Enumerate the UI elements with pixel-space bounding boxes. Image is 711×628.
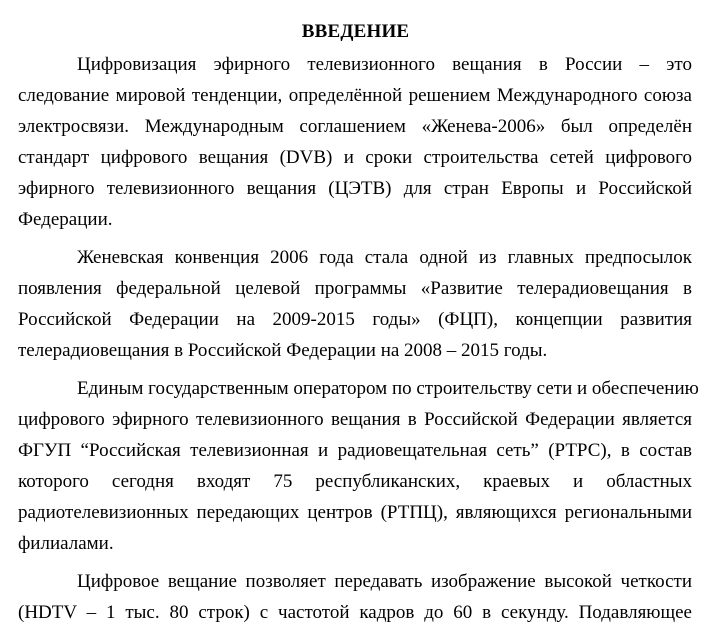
paragraph-1-line-4: стандарт цифрового вещания (DVB) и сроки строительства сетей цифрового xyxy=(18,147,692,168)
paragraph-2-line-1: Женевская конвенция 2006 года стала одной из главных предпосылок xyxy=(77,247,692,268)
paragraph-1-line-1: Цифровизация эфирного телевизионного вещания в России – это xyxy=(77,54,692,75)
paragraph-2-line-3: Российской Федерации на 2009-2015 годы» (ФЦП), концепции развития xyxy=(18,309,692,330)
paragraph-1-line-3: электросвязи. Международным соглашением «Женева-2006» был определён xyxy=(18,116,692,137)
paragraph-1-line-6: Федерации. xyxy=(18,209,113,230)
paragraph-1-line-2: следование мировой тенденции, определённой решением Международного союза xyxy=(18,85,692,106)
paragraph-3-line-2: цифрового эфирного телевизионного вещания в Российской Федерации является xyxy=(18,409,692,430)
paragraph-3-line-6: филиалами. xyxy=(18,533,114,554)
paragraph-2-line-4: телерадиовещания в Российской Федерации на 2008 – 2015 годы. xyxy=(18,340,548,361)
page-title: ВВЕДЕНИЕ xyxy=(301,21,410,42)
paragraph-4-line-2: (HDTV – 1 тыс. 80 строк) с частотой кадров до 60 в секунду. Подавляющее xyxy=(18,602,692,623)
paragraph-3-line-1: Единым государственным оператором по строительству сети и обеспечению xyxy=(77,378,699,399)
paragraph-3-line-4: которого сегодня входят 75 республиканских, краевых и областных xyxy=(18,471,692,492)
paragraph-1-line-5: эфирного телевизионного вещания (ЦЭТВ) для стран Европы и Российской xyxy=(18,178,692,199)
paragraph-2-line-2: появления федеральной целевой программы «Развитие телерадиовещания в xyxy=(18,278,692,299)
paragraph-3-line-5: радиотелевизионных передающих центров (РТПЦ), являющихся региональными xyxy=(18,502,692,523)
paragraph-3-line-3: ФГУП “Российская телевизионная и радиовещательная сеть” (РТРС), в состав xyxy=(18,440,692,461)
paragraph-4-line-1: Цифровое вещание позволяет передавать изображение высокой четкости xyxy=(77,571,692,592)
